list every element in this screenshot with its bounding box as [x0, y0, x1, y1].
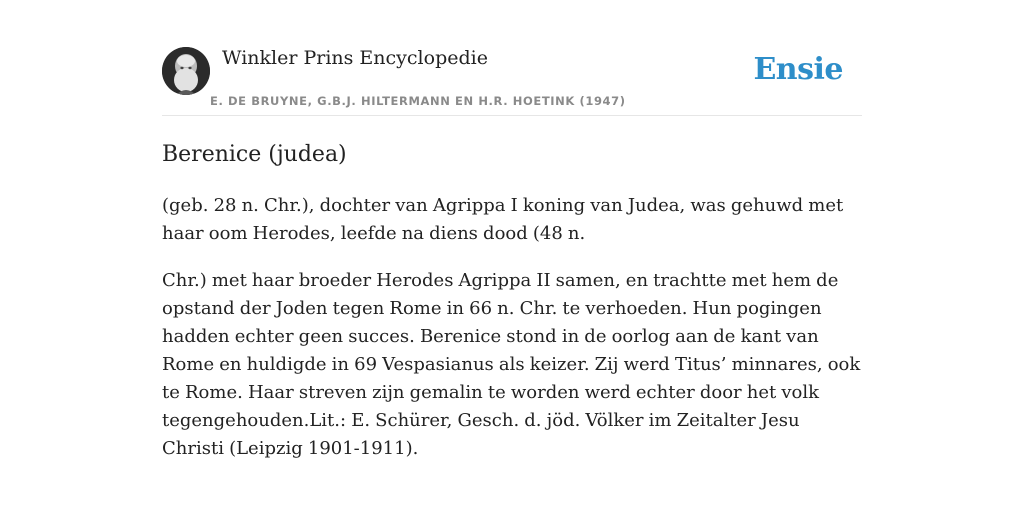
article-body [162, 192, 862, 482]
author-portrait-icon[interactable] [162, 47, 210, 95]
brand-logo[interactable]: Ensie [753, 52, 843, 87]
article-paragraph: Chr.) met haar broeder Herodes Agrippa II samen, en trachtte met hem de opstand der Joden tegen Rome in 66 n. Chr. te verhoeden. Hun pogingen hadden echter geen succes. Berenice stond in de oorlog aan de kant van Rome en huldigde in 69 Vespasianus als keizer. Zij werd Titus’ minnares, ook te Rome. Haar streven zijn gemalin te worden werd echter door het volk tegengehouden.Lit.: E. Schürer, Gesch. d. jöd. Völker im Zeitalter Jesu Christi (Leipzig 1901-1911). [162, 270, 861, 459]
source-header [162, 46, 862, 116]
source-authors: E. DE BRUYNE, G.B.J. HILTERMANN EN H.R. HOETINK (1947) [210, 94, 626, 108]
article-title: Berenice (judea) [162, 142, 347, 167]
source-title[interactable]: Winkler Prins Encyclopedie [222, 47, 488, 69]
article-paragraph: (geb. 28 n. Chr.), dochter van Agrippa I koning van Judea, was gehuwd met haar oom Herodes, leefde na diens dood (48 n. [162, 195, 844, 244]
